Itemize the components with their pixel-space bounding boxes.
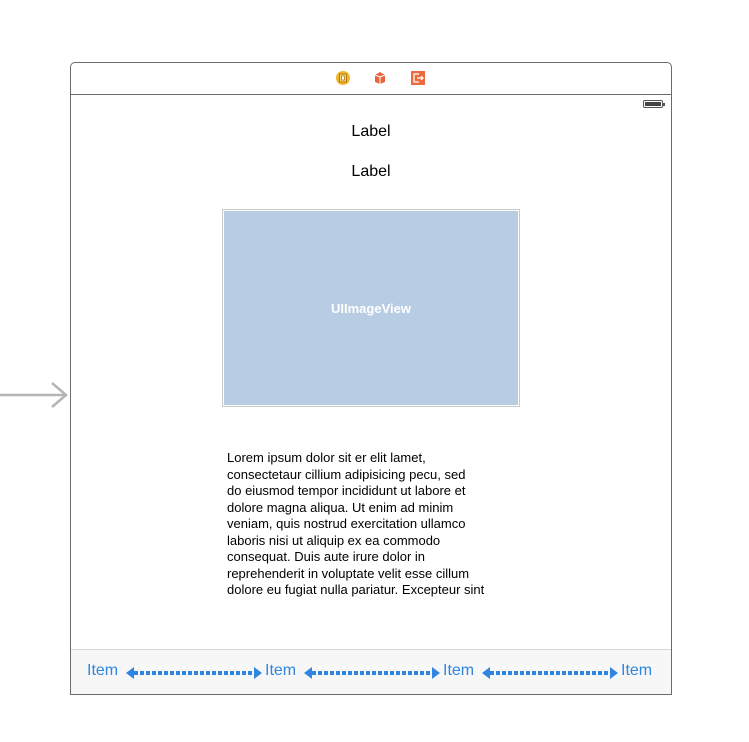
text-line: consequat. Duis aute irure dolor in [227,549,426,564]
exit-icon[interactable] [411,71,425,85]
flexible-space-2[interactable] [304,671,440,675]
text-line: consectetaur cillium adipisicing pecu, sed [227,466,466,482]
label-2[interactable]: Label [351,163,391,180]
image-view-placeholder: UIImageView [331,300,411,316]
text-line: dolore eu fugiat nulla pariatur. Excepteur sint [227,582,485,597]
text-line: reprehenderit in voluptate velit esse cillum [227,565,470,581]
text-line: dolore magna aliqua. Ut enim ad minim [227,499,454,515]
entry-point-arrow-icon [0,382,70,408]
battery-icon [643,100,663,108]
view-controller-icon[interactable] [336,71,350,85]
text-line: laboris nisi ut aliquip ex ea commodo [227,532,441,548]
flexible-space-3[interactable] [482,671,618,675]
first-responder-icon[interactable] [373,71,387,85]
flexible-space-1[interactable] [126,671,262,675]
image-view[interactable] [222,209,520,407]
toolbar-item-1[interactable]: Item [87,662,119,679]
scene-dock [71,63,671,95]
toolbar-item-4[interactable]: Item [621,662,653,679]
toolbar [71,649,671,694]
text-line: do eiusmod tempor incididunt ut labore et [227,483,466,498]
text-view[interactable] [227,450,527,599]
text-line: Lorem ipsum dolor sit er elit lamet, [227,450,426,465]
toolbar-item-3[interactable]: Item [443,662,475,679]
view-controller-scene[interactable] [70,62,672,695]
label-1[interactable]: Label [351,123,391,140]
text-line: veniam, quis nostrud exercitation ullamco [227,516,466,531]
toolbar-item-2[interactable]: Item [265,662,297,679]
